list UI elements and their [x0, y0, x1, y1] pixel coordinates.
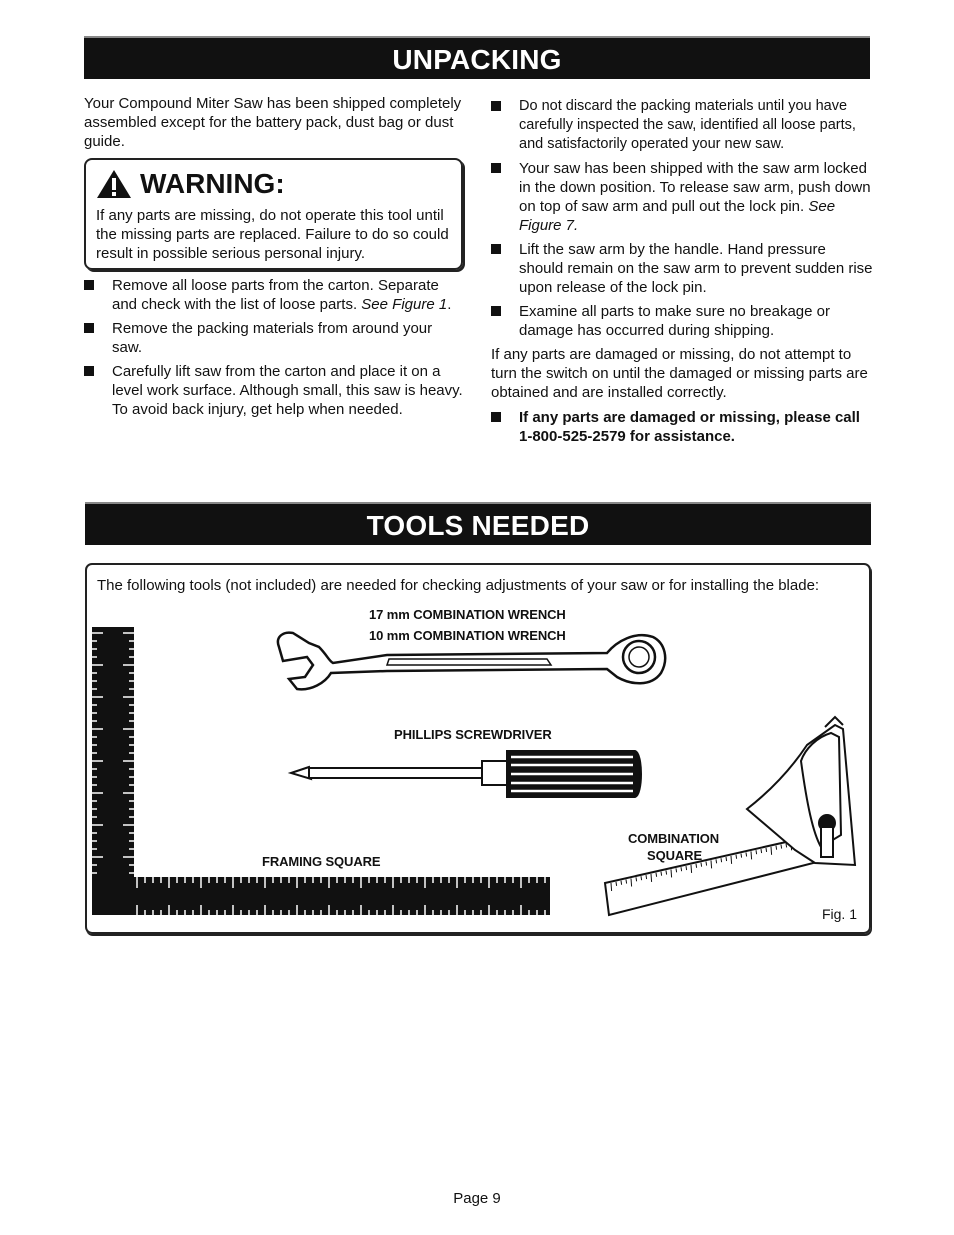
bullet-text: Remove all loose parts from the carton. Separate and check with the list of loose parts. [112, 277, 439, 313]
right-column [491, 97, 873, 451]
left-bullets [84, 276, 464, 424]
tools-figure-box [85, 563, 871, 934]
figure-label: Fig. 1 [821, 906, 857, 922]
combination-square-label-2: SQUARE [647, 848, 703, 863]
warning-header [96, 166, 451, 202]
list-item [84, 319, 464, 357]
bullet-text: Lift the saw arm by the handle. Hand pressure should remain on the saw arm to prevent sudden rise upon release of the lock pin. [519, 241, 873, 296]
square-bullet-icon [491, 412, 501, 422]
wrench-17-label: 17 mm COMBINATION WRENCH [369, 607, 566, 622]
combination-square-icon [605, 717, 855, 915]
bullet-text: Do not discard the packing materials until you have carefully inspected the saw, identified all loose parts, and satisfactorily operated your new saw. [519, 98, 856, 152]
damage-note: If any parts are damaged or missing, do not attempt to turn the switch on until the damaged or missing parts are obtained and are installed correctly. [491, 346, 868, 401]
bullet-text: Examine all parts to make sure no breakage or damage has occurred during shipping. [519, 303, 830, 339]
tools-needed-heading: TOOLS NEEDED [85, 502, 871, 545]
combination-square-label-1: COMBINATION [628, 831, 720, 846]
list-item [491, 97, 873, 154]
bullet-text: Your saw has been shipped with the saw arm locked in the down position. To release saw arm, push down on top of saw arm and pull out the lock pin. [519, 160, 871, 215]
framing-square-label: FRAMING SQUARE [262, 854, 381, 869]
square-bullet-icon [491, 163, 501, 173]
square-bullet-icon [84, 280, 94, 290]
page-number: Page 9 [453, 1190, 501, 1207]
unpacking-heading: UNPACKING [84, 36, 870, 79]
warning-text: If any parts are missing, do not operate this tool until the missing parts are replaced. Failure to do so could result in possible serious personal injury. [96, 207, 449, 262]
warning-title: WARNING: [140, 168, 285, 199]
square-bullet-icon [84, 366, 94, 376]
wrench-10-label: 10 mm COMBINATION WRENCH [369, 628, 566, 643]
square-bullet-icon [491, 306, 501, 316]
list-item [491, 159, 873, 235]
square-bullet-icon [491, 101, 501, 111]
figure-reference: See Figure 1 [361, 296, 448, 313]
figure-reference: See Figure 7. [519, 198, 836, 234]
list-item [491, 302, 873, 340]
square-bullet-icon [491, 244, 501, 254]
tools-intro: The following tools (not included) are needed for checking adjustments of your saw or for installing the blade: [97, 577, 820, 594]
bullet-text: If any parts are damaged or missing, please call 1-800-525-2579 for assistance. [519, 409, 860, 445]
left-column [84, 94, 464, 155]
square-bullet-icon [84, 323, 94, 333]
bullet-tail: . [447, 296, 452, 313]
list-item [491, 240, 873, 297]
phillips-screwdriver-icon [291, 751, 641, 797]
unpacking-intro: Your Compound Miter Saw has been shipped completely assembled except for the battery pack, dust bag or dust guide. [84, 95, 462, 150]
warning-triangle-icon [96, 169, 132, 199]
warning-box [84, 158, 463, 270]
bullet-text: Carefully lift saw from the carton and place it on a level work surface. Although small, this saw is heavy. To avoid back injury, get help when needed. [112, 363, 463, 418]
bullet-text: Remove the packing materials from around your saw. [112, 320, 433, 356]
list-item [84, 362, 464, 419]
assistance-bullet [491, 408, 873, 446]
screwdriver-label: PHILLIPS SCREWDRIVER [394, 727, 552, 742]
list-item [84, 276, 464, 314]
